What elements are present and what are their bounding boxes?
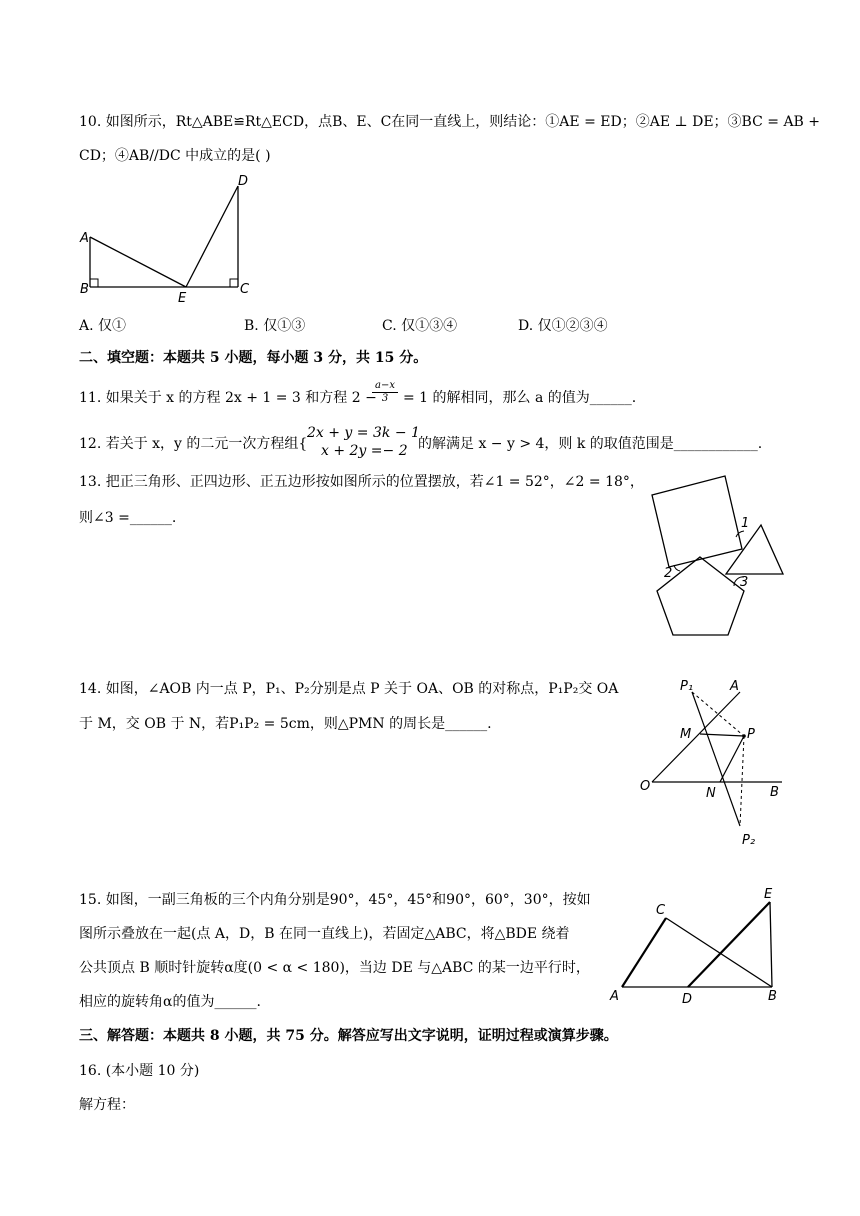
q11-text-after: = 1 的解相同，那么 a 的值为______. <box>403 390 637 406</box>
q14-label-p1: P₁ <box>680 679 694 694</box>
q12-equation-1: 2x + y = 3k − 1 <box>307 425 420 441</box>
q16-title: 16. (本小题 10 分) <box>79 1063 200 1079</box>
q15-label-a: A <box>610 989 619 1004</box>
q15-label-e: E <box>764 887 773 902</box>
q12-equation-system <box>307 424 420 460</box>
q15-line2: 图所示叠放在一起(点 A，D，B 在同一直线上)，若固定△ABC，将△BDE 绕着 <box>79 926 570 942</box>
q11-fraction-numerator: a−x <box>375 380 395 391</box>
q14-label-n: N <box>706 786 716 801</box>
q15-label-c: C <box>656 903 666 918</box>
q14-label-p: P <box>747 727 755 742</box>
q11-fraction-denominator: 3 <box>372 392 398 404</box>
q14-label-o: O <box>640 779 651 794</box>
q14-line2: 于 M，交 OB 于 N，若P₁P₂ = 5cm，则△PMN 的周长是______. <box>79 716 492 732</box>
q12-text-before: 12. 若关于 x，y 的二元一次方程组{ <box>79 436 308 452</box>
q13-figure <box>640 465 790 645</box>
q15-line4: 相应的旋转角α的值为______. <box>79 994 261 1010</box>
q13-label-2: 2 <box>664 566 673 581</box>
q14-label-a: A <box>730 679 739 694</box>
q14-label-b: B <box>770 785 779 800</box>
q10-option-b: B. 仅①③ <box>244 318 306 334</box>
q10-label-e: E <box>178 291 187 305</box>
q12-text-after: 的解满足 x − y > 4，则 k 的取值范围是____________. <box>418 436 763 452</box>
q14-figure <box>630 672 790 852</box>
q10-figure <box>72 170 262 305</box>
q10-line1: 10. 如图所示，Rt△ABE≌Rt△ECD，点B、E、C在同一直线上，则结论：①AE = ED；②AE ⊥ DE；③BC = AB + <box>79 114 821 130</box>
q15-figure <box>606 880 786 1010</box>
q10-label-c: C <box>240 282 250 297</box>
q13-label-1: 1 <box>741 516 750 531</box>
q14-label-m: M <box>680 727 692 742</box>
section2-heading: 二、填空题：本题共 5 小题，每小题 3 分，共 15 分。 <box>79 350 428 366</box>
q10-line2: CD；④AB//DC 中成立的是( ) <box>79 148 271 164</box>
section3-heading: 三、解答题：本题共 8 小题，共 75 分。解答应写出文字说明，证明过程或演算步骤。 <box>79 1028 618 1044</box>
q10-option-c: C. 仅①③④ <box>382 318 458 334</box>
q12-equation-2: x + 2y =− 2 <box>321 443 408 459</box>
q10-label-a: A <box>80 231 89 246</box>
q11-text-before: 11. 如果关于 x 的方程 2x + 1 = 3 和方程 2 − <box>79 390 377 406</box>
q15-line3: 公共顶点 B 顺时针旋转α度(0 < α < 180)，当边 DE 与△ABC 的某一边平行时， <box>79 960 590 976</box>
q10-label-b: B <box>80 282 89 297</box>
q14-line1: 14. 如图，∠AOB 内一点 P，P₁、P₂分别是点 P 关于 OA、OB 的对称点，P₁P₂交 OA <box>79 681 619 697</box>
q13-label-3: 3 <box>740 575 749 590</box>
q10-option-a: A. 仅① <box>79 318 127 334</box>
q13-line1: 13. 把正三角形、正四边形、正五边形按如图所示的位置摆放，若∠1 = 52°，∠2 = 18°， <box>79 474 644 490</box>
q10-label-d: D <box>238 174 249 189</box>
q13-line2: 则∠3 =______. <box>79 510 177 526</box>
q10-option-d: D. 仅①②③④ <box>518 318 608 334</box>
q11-fraction <box>372 380 398 404</box>
q14-label-p2: P₂ <box>742 833 756 848</box>
q15-label-b: B <box>768 989 777 1004</box>
q15-label-d: D <box>682 992 693 1007</box>
q16-prompt: 解方程： <box>79 1097 135 1113</box>
q15-line1: 15. 如图，一副三角板的三个内角分别是90°，45°，45°和90°，60°，30°，按如 <box>79 892 591 908</box>
